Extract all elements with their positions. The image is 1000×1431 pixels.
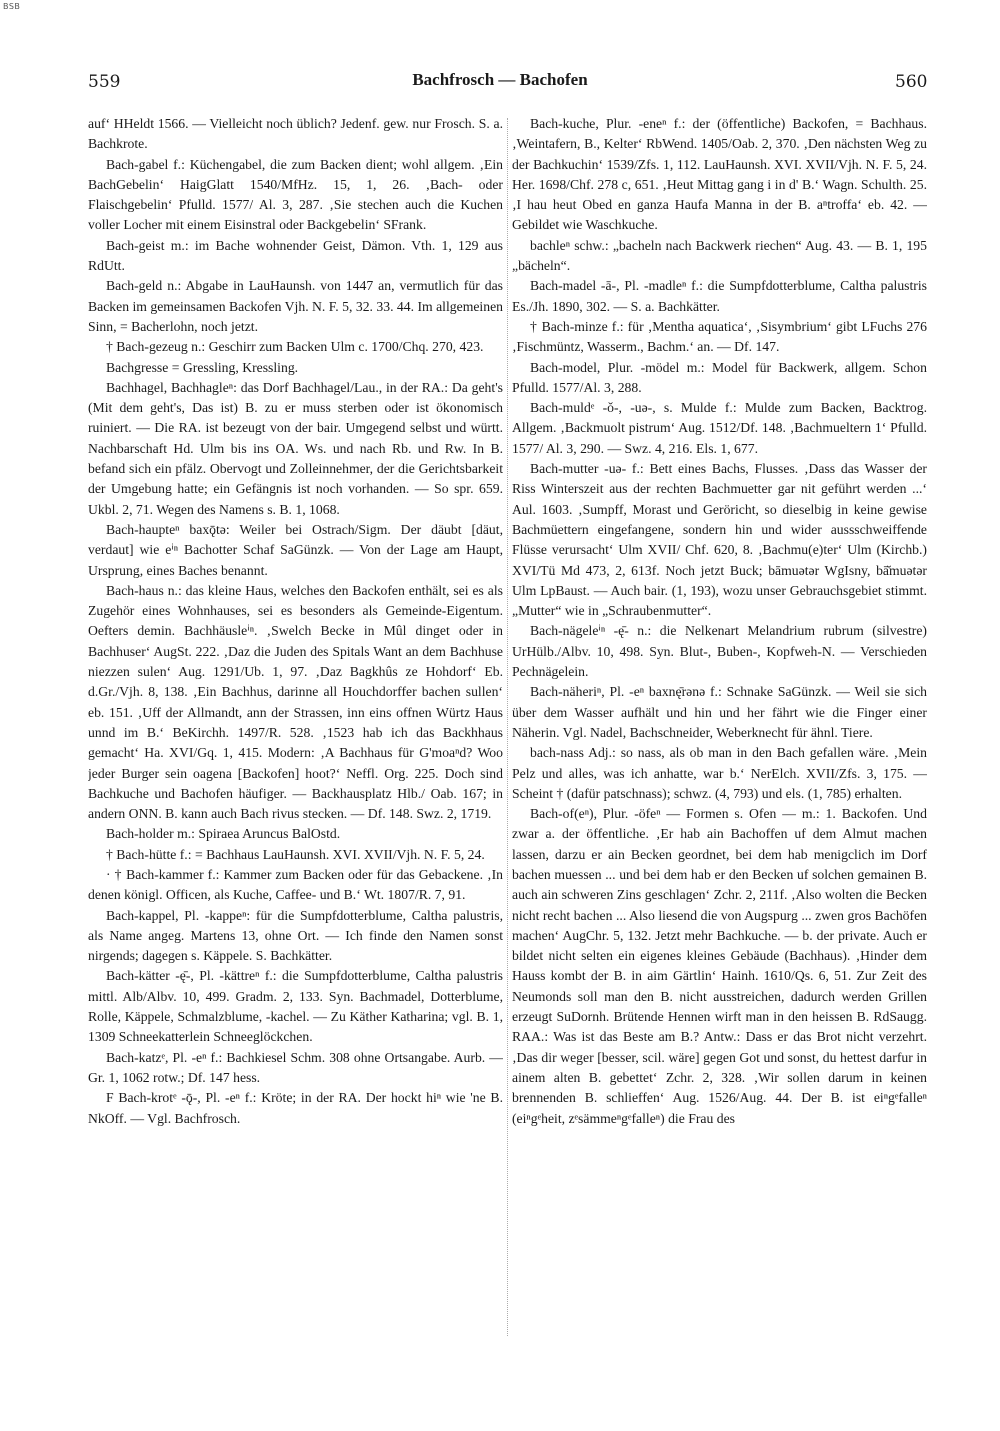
- page-number-right: 560: [895, 72, 928, 92]
- entry-bach-kammer: · † Bach-kammer f.: Kammer zum Backen oder für das Gebackene. ‚In denen königl. Officen, als Kuche, Caffee- und B.‘ Wt. 1807/R. 7, 91.: [88, 866, 503, 903]
- page-number-left: 559: [88, 72, 121, 92]
- entry-bach-holder: Bach-holder m.: Spiraea Aruncus BalOstd.: [106, 826, 341, 842]
- entry-bach-kaetter: Bach-kätter -ę̄-, Pl. -kättreⁿ f.: die Sumpfdotterblume, Caltha palustris mittl. Alb/Albv. 10, 499. Gradm. 2, 133. Syn. Bachmadel, Dotterblume, Rolle, Käppele, Schmalzblume, -kachel. — Zu Käther Katharina; vgl. B. 1, 1309 Schneekatterlein Schneeglöckchen.: [88, 968, 503, 1045]
- entry-bach-ofen: Bach-of(eⁿ), Plur. -öfeⁿ — Formen s. Ofen — m.: 1. Backofen. Und zwar a. der öffentliche. ‚Er hab ain Bachoffen uf dem Almut machen lassen, darzu er ain Becken geordnet, bei dem hab menigclich im Dorf bachen muessen ... und bei dem hab er den Becken uf solchen gemainen B. auch ain schweren Zins geschlagen‘ Zchr. 2, 211f. ‚Also wolten die Becken nicht recht bachen ... Also liesend die von Augspurg ... zwen gros Bachöfen machen‘ AugChr. 5, 132. Jetzt mehr Bachkuche. — b. der private. Auch er bildet nicht selten ein eigenes kleines Gebäude (Bachhaus). ‚Hinder dem Hauss kombt der B. in aim Gärtlin‘ Hainh. 1610/Qs. 6, 51. Zur Zeit des Neumonds soll man den B. nicht ausstreichen, dadurch werden Grillen erzeugt SuDornh. Brütende Hennen wirft man in den heissen B. RdSaugg. RAA.: Was ist das Beste am B.? Antw.: Dass er das Brot nicht verzehrt. ‚Das dir weger [besser, scil. wäre] gegen Got und sonst, du hettest darfur in ainem alten B. gebettet‘ Zchr. 2, 328. ‚Wir sollen darum in keinen brennenden B. schlieffen‘ Aug. 1526/Aug. 44. Der B. ist eiⁿgᵉfalleⁿ (eiⁿgᵉheit, zᵉsämmeⁿgᵉfalleⁿ) die Frau des: [512, 806, 927, 1126]
- entry-bach-haupten: Bach-haupteⁿ baxǭtə: Weiler bei Ostrach/Sigm. Der däubt [däut, verdaut] wie eⁱⁿ Bachotter Schaf SaGünzk. — Von der Lage am Haupt, Ursprung, eines Baches benannt.: [88, 521, 503, 578]
- entry-bach-naegele: Bach-nägeleⁱⁿ -ę̄- n.: die Nelkenart Melandrium rubrum (silvestre) UrHülb./Albv. 10, 498. Syn. Blut-, Buben-, Kopfweh-N. — Verschieden Pechnägelein.: [512, 623, 927, 680]
- entry-bach-model: Bach-model, Plur. -mödel m.: Model für Backwerk, allgem. Schon Pfulld. 1577/Al. 3, 288.: [512, 359, 927, 395]
- entry-bach-gabel: Bach-gabel f.: Küchengabel, die zum Backen dient; wohl allgem. ‚Ein BachGebelin‘ HaigGlatt 1540/MfHz. 15, 1, 26. ‚Bach- oder Flaischgebelin‘ Pfulld. 1577/ Al. 3, 287. ‚Sie stechen auch die Kuchen voller Locher mit einem Eisinstral oder Backgebelin‘ SFrank.: [88, 156, 503, 233]
- entry-bachgresse: Bachgresse = Gressling, Kressling.: [106, 359, 299, 375]
- entry-bach-naeherin: Bach-näheriⁿ, Pl. -eⁿ baxnę̄rənə f.: Schnake SaGünzk. — Weil sie sich über dem Wasser aufhält und hin und her fährt wie die Finger einer Näherin. Vgl. Nadel, Bachschneider, Weberknecht für ähnl. Tiere.: [512, 684, 927, 740]
- entry-bach-geld: Bach-geld n.: Abgabe in LauHaunsh. von 1447 an, vermutlich für das Backen im gemeinsamen Backofen Vjh. N. F. 5, 32. 33. 44. Im allgemeinen Sinn, = Bacherlohn, noch jetzt.: [88, 278, 503, 334]
- entry-bach-huette: † Bach-hütte f.: = Bachhaus LauHaunsh. XVI. XVII/Vjh. N. F. 5, 24.: [106, 846, 485, 862]
- right-column: [512, 114, 927, 1354]
- entry-bach-kuche: Bach-kuche, Plur. -eneⁿ f.: der (öffentliche) Backofen, = Bachhaus. ‚Weintafern, B., Kelter‘ RbWend. 1405/Oab. 2, 370. ‚Den nächsten Weg zu der Bachkuchin‘ 1539/Zfs. 1, 112. LauHaunsh. XVI. XVII/Vjh. N. F. 5, 24. Her. 1698/Chf. 278 c, 651. ‚Heut Mittag gang i in d' B.‘ Wagn. Schulth. 25. ‚I hau heut Obed en ganza Haufa Manna in der B. aⁿtroffa‘ eb. 42. — Gebildet wie Waschkuche.: [512, 116, 927, 233]
- entry-bach-mutter: Bach-mutter -uə- f.: Bett eines Bachs, Flusses. ‚Dass das Wasser der Riss Winterszeit aus der rechten Bachmuetter gar nit geführt werden ...‘ Aul. 1603. ‚Sumpff, Morast und Geröricht, so dieselbig in keine gewise Bachmüettern eingefangene, sondern hin und wider aussschweiffende Flüsse verursacht‘ Ulm XVII/ Chf. 620, 8. ‚Bachmu(e)ter‘ Ulm (Kirchb.) XVI/Tü Md 473, 2, 613f. Noch jetzt Buck; bāmuətər WgIsny, bā̆muətər Ulm LpBaust. — Auch bair. (1, 193), wozu unser Gebrauchsgebiet stimmt. „Mutter“ wie in „Schraubenmutter“.: [512, 461, 927, 619]
- entry-bach-kappel: Bach-kappel, Pl. -kappeⁿ: für die Sumpfdotterblume, Caltha palustris, als Name angeg. Martens 13, ohne Ort. — Ich finde den Namen sonst nirgends; dagegen s. Käppele. S. Bachkätter.: [88, 907, 503, 964]
- column-divider: [507, 118, 508, 1336]
- entry-bach-krote: F Bach-krotᵉ -ǭ-, Pl. -eⁿ f.: Kröte; in der RA. Der hockt hiⁿ wie 'ne B. NkOff. — Vgl. Bachfrosch.: [88, 1090, 503, 1126]
- library-stamp: BSB: [3, 2, 21, 11]
- entry-bachfrosch-cont: auf‘ HHeldt 1566. — Vielleicht noch üblich? Jedenf. gew. nur Frosch. S. a. Bachkrote.: [88, 116, 503, 152]
- left-column: [88, 114, 503, 1354]
- entry-bach-geist: Bach-geist m.: im Bache wohnender Geist, Dämon. Vth. 1, 129 aus RdUtt.: [88, 237, 503, 274]
- entry-bach-mulde: Bach-muldᵉ -ǒ-, -uə-, s. Mulde f.: Mulde zum Backen, Backtrog. Allgem. ‚Backmuolt pistrum‘ Aug. 1512/Df. 148. ‚Bachmueltern 1‘ Pfulld. 1577/ Al. 3, 290. — Swz. 4, 216. Els. 1, 677.: [512, 400, 927, 456]
- entry-bachlen: bachleⁿ schw.: „bacheln nach Backwerk riechen“ Aug. 43. — B. 1, 195 „bächeln“.: [512, 237, 927, 274]
- entry-bach-nass: bach-nass Adj.: so nass, als ob man in den Bach gefallen wäre. ‚Mein Pelz und alles, was ich anhatte, war b.‘ NerElch. XVII/Zfs. 3, 175. — Scheint † (dafür patschnass); schwz. (4, 793) und els. (1, 785) erhalten.: [512, 745, 927, 801]
- entry-bach-katze: Bach-katzᵉ, Pl. -eⁿ f.: Bachkiesel Schm. 308 ohne Ortsangabe. Aurb. — Gr. 1, 1062 rotw.; Df. 147 hess.: [88, 1049, 503, 1085]
- entry-bach-haus: Bach-haus n.: das kleine Haus, welches den Backofen enthält, sei es als Zugehör eines Wohnhauses, sei es besonders als Gemeinde-Eigentum. Oefters demin. Bachhäusleⁱⁿ. ‚Swelch Becke in Mûl dinget oder in Bachhuser‘ AugSt. 222. ‚Daz die Juden des Spitals Want an dem Bachhuse niezzen sulen‘ Aug. 1291/Ub. 1, 97. ‚Daz Bagkhûs ze Hohdorf‘ Eb. d.Gr./Vjh. 8, 138. ‚Ein Bachhus, darinne all Houchdorffer bachen sullen‘ eb. 151. ‚Uff der Allmandt, ann der Strassen, inn eins offnen Würtz Haus unnd im B.‘ BeKirchh. 1497/R. 528. ‚1523 hab ich das Backhhaus gemacht‘ Ha. XVI/Gq. 1, 415. Modern: ‚A Bachhaus für G'moaⁿd? Woo jeder Burger sein oagena [Backofen] hoot?‘ Neffl. Org. 225. Doch sind Bachkuche und Bachofen häufiger. — Backhausplatz Hlb./ Oab. 167; in andern ONN. B. kann auch Bach rivus stecken. — Df. 148. Swz. 2, 1719.: [88, 582, 503, 822]
- entry-bachhagel: Bachhagel, Bachhagleⁿ: das Dorf Bachhagel/Lau., in der RA.: Da geht's (Mit dem geht's, Das ist) B. zu er muss sterben oder ist ökonomisch ruiniert. — Die RA. ist bezeugt von der bair. Umgegend selbst und württ. Nachbarschaft Hd. Ulm bis ins OA. Ws. und nach Rb. und Rw. In B. befand sich ein pfälz. Obervogt und Zolleinnehmer, der die Gerichtsbarkeit der Umgebung hatte; ein Gefängnis ist noch vorhanden. — So spr. 659. Ukbl. 2, 71. Wegen des Namens s. B. 1, 1068.: [88, 379, 503, 517]
- entry-bach-minze: † Bach-minze f.: für ‚Mentha aquatica‘, ‚Sisymbrium‘ gibt LFuchs 276 ‚Fischmüntz, Wasserm., Bachm.‘ an. — Df. 147.: [512, 318, 927, 355]
- entry-bach-gezeug: † Bach-gezeug n.: Geschirr zum Backen Ulm c. 1700/Chq. 270, 423.: [106, 339, 484, 355]
- running-header: Bachfrosch — Bachofen: [412, 70, 588, 89]
- entry-bach-madel: Bach-madel -ā-, Pl. -madleⁿ f.: die Sumpfdotterblume, Caltha palustris Es./Jh. 1890, 302. — S. a. Bachkätter.: [512, 278, 927, 314]
